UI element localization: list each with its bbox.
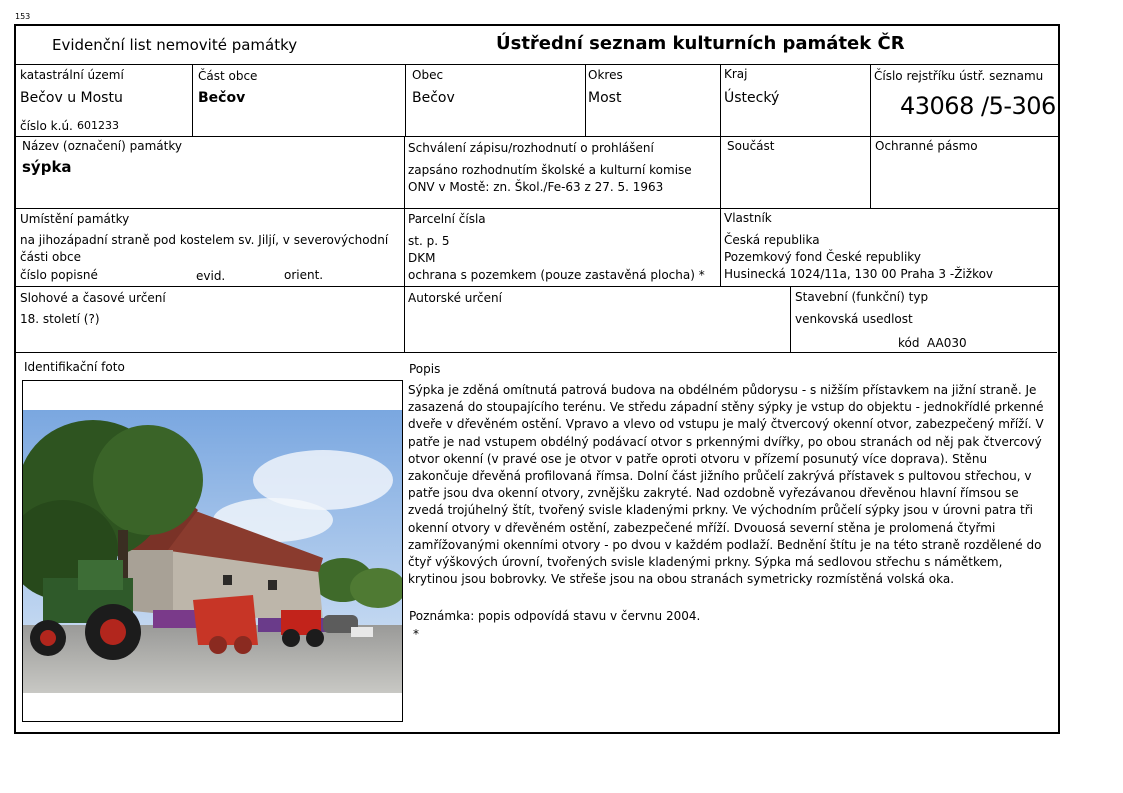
divider-v	[720, 208, 721, 286]
divider-v	[720, 64, 721, 136]
divider-header	[15, 64, 1059, 65]
owner-line-1: Česká republika	[724, 233, 820, 247]
description-label: Popis	[409, 362, 441, 376]
divider-v	[404, 286, 405, 352]
district-label: Okres	[588, 68, 623, 82]
divider-v	[870, 136, 871, 208]
orientation-number-label: orient.	[284, 268, 324, 282]
parcel-line-1: st. p. 5	[408, 234, 450, 248]
divider-row2	[15, 208, 1059, 209]
protection-zone-label: Ochranné pásmo	[875, 139, 978, 153]
district-value: Most	[588, 90, 622, 106]
code-label: kód	[898, 336, 920, 350]
municipal-part-value: Bečov	[198, 90, 246, 106]
divider-v	[404, 208, 405, 286]
style-period-label: Slohové a časové určení	[20, 291, 166, 305]
owner-line-3: Husinecká 1024/11a, 130 00 Praha 3 -Žižkov	[724, 267, 994, 281]
cadastral-area-label: katastrální území	[20, 68, 124, 82]
parcel-label: Parcelní čísla	[408, 212, 486, 226]
location-line-1: na jihozápadní straně pod kostelem sv. Jiljí, v severovýchodní	[20, 233, 389, 247]
owner-label: Vlastník	[724, 211, 772, 225]
granary-photo	[23, 410, 402, 693]
divider-row4	[15, 352, 1057, 353]
building-type-value: venkovská usedlost	[795, 312, 913, 326]
page-number: 153	[15, 12, 31, 21]
monument-name-label: Název (označení) památky	[22, 139, 182, 153]
divider-v	[870, 64, 871, 136]
style-period-value: 18. století (?)	[20, 312, 100, 326]
cadastral-area-value: Bečov u Mostu	[20, 90, 123, 106]
photo-label: Identifikační foto	[24, 360, 125, 374]
monument-name-value: sýpka	[22, 158, 72, 176]
municipal-part-label: Část obce	[198, 69, 258, 83]
divider-v	[585, 64, 586, 136]
divider-row3	[15, 286, 1059, 287]
owner-line-2: Pozemkový fond České republiky	[724, 250, 921, 264]
form-title: Evidenční list nemovité památky	[52, 36, 298, 54]
divider-v	[790, 286, 791, 352]
cadastral-number-value: 601233	[77, 119, 119, 132]
region-label: Kraj	[724, 67, 748, 81]
register-number-label: Číslo rejstříku ústř. seznamu	[874, 69, 1044, 83]
register-number-value: 43068 /5-306	[900, 92, 1056, 120]
approval-line-1: zapsáno rozhodnutím školské a kulturní komise	[408, 163, 692, 177]
cadastral-number-label: číslo k.ú.	[20, 119, 73, 133]
divider-v	[404, 136, 405, 208]
approval-line-2: ONV v Mostě: zn. Škol./Fe-63 z 27. 5. 1963	[408, 180, 664, 194]
component-label: Součást	[727, 139, 775, 153]
parcel-line-3: ochrana s pozemkem (pouze zastavěná plocha) *	[408, 268, 705, 282]
register-title: Ústřední seznam kulturních památek ČR	[496, 33, 905, 54]
description-text: Sýpka je zděná omítnutá patrová budova na obdélném půdorysu - s nižším přístavkem na jižní straně. Je zasazená do stoupajícího terénu. Ve středu západní stěny sýpky je vstup do objektu - jednokřídlé prkenné dveře v dřevěném ostění. Vpravo a vlevo od vstupu je malý čtvercový okenní otvor, zabezpečený mříží. V patře je nad vstupem obdélný podávací otvor s prkennými dvířky, po obou stranách od něj pak čtvercový otvor okenní (v pravé ose je otvor v patře oproti otvoru v přízemí posunutý více doprava). Stěnu zakončuje dřevěná profilovaná římsa. Dolní část jižního průčelí zakrývá přístavek s pultovou střechou, v patře jsou dva okenní otvory, zvnějšku zakryté. Nad ozdobně vyřezávanou dřevěnou hlavní římsou se zvedá trojúhelný štít, tvořený svisle kladenými prkny. Ve východním průčelí sýpky jsou v úrovni patra tři okenní otvory v dřevěném ostění, zabezpečené mříží. Dvouosá severní stěna je prolomená čtyřmi zamřížovanými okenními otvory - po dvou v každém podlaží. Bednění štítu je na této straně rozdělené do čtyř výškových úrovní, tvořených svisle kladenými prkny. Sýpka má sedlovou střechu s námětkem, krytinou jsou bobrovky. Ve střeše jsou na obou stranách symetricky rozmístěná volská oka.	[408, 383, 1044, 587]
evidence-number-label: evid.	[196, 269, 226, 283]
note-text: Poznámka: popis odpovídá stavu v červnu 2004.	[409, 609, 701, 623]
municipality-label: Obec	[412, 68, 444, 82]
location-line-2: části obce	[20, 250, 81, 264]
location-label: Umístění památky	[20, 212, 130, 226]
divider-v	[405, 64, 406, 136]
parcel-line-2: DKM	[408, 251, 436, 265]
approval-label: Schválení zápisu/rozhodnutí o prohlášení	[408, 141, 654, 155]
author-label: Autorské určení	[408, 291, 502, 305]
building-type-label: Stavební (funkční) typ	[795, 290, 929, 304]
region-value: Ústecký	[724, 90, 780, 106]
divider-v	[720, 136, 721, 208]
code-value: AA030	[927, 336, 967, 350]
note-asterisk: *	[413, 627, 419, 641]
divider-row1	[15, 136, 1059, 137]
divider-v	[192, 64, 193, 136]
house-number-label: číslo popisné	[20, 268, 98, 282]
municipality-value: Bečov	[412, 90, 455, 106]
